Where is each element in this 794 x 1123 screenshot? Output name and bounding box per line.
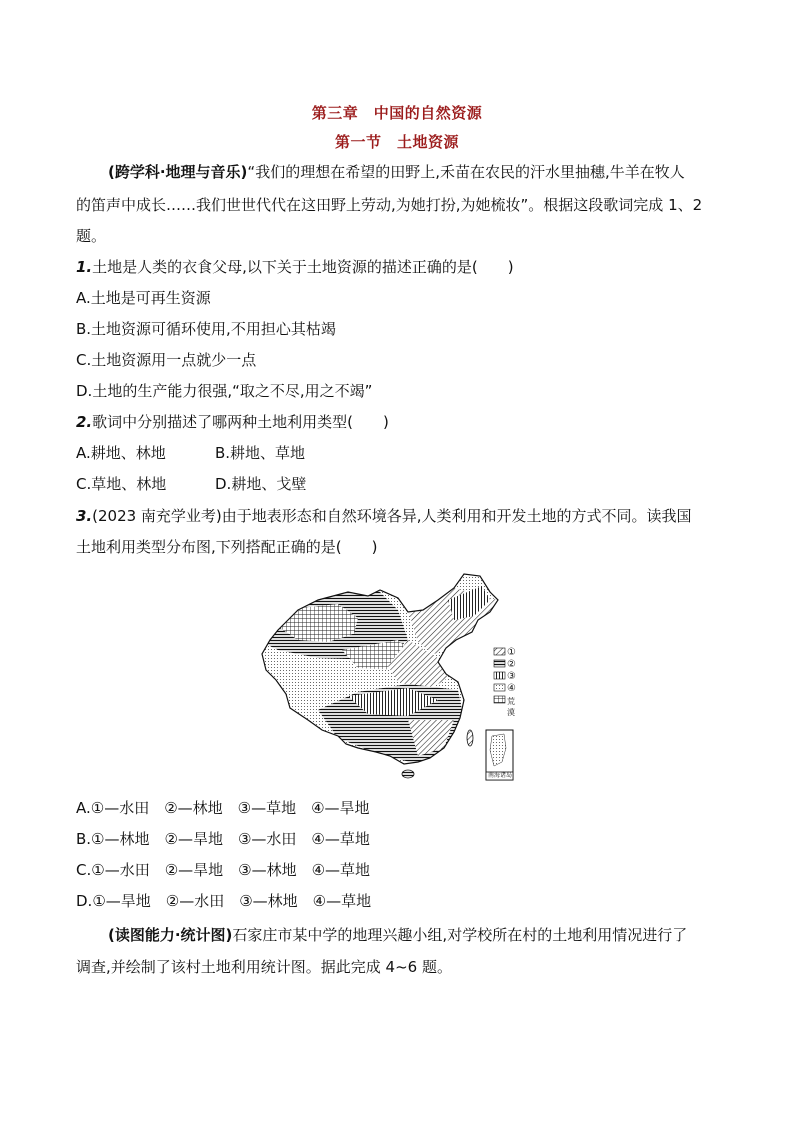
question-1-option-d: D.土地的生产能力很强,“取之不尽,用之不竭” [76,382,373,400]
intro2-paragraph-line-2: 调查,并绘制了该村土地利用统计图。据此完成 4~6 题。 [76,958,452,976]
legend-swatch-4 [494,684,505,691]
taiwan-island [467,730,473,746]
question-2-stem: 2.歌词中分别描述了哪两种土地利用类型( ) [76,413,389,431]
intro2-tag: (读图能力·统计图) [108,926,233,944]
question-1-option-b: B.土地资源可循环使用,不用担心其枯竭 [76,320,336,338]
chapter-title: 第三章 中国的自然资源 [311,104,483,122]
legend-label-2: ② [507,659,516,670]
legend-label-1: ① [507,647,516,658]
land-use-map-figure [258,570,516,784]
question-3-option-a: A.①—水田 ②—林地 ③—草地 ④—旱地 [76,799,370,817]
question-3-stem-line-2: 土地利用类型分布图,下列搭配正确的是( ) [76,538,378,556]
question-2-option-b: B.耕地、草地 [215,444,306,462]
inset-label: 南海诸岛 [487,772,512,779]
legend-swatch-1 [494,648,505,655]
hainan-island [402,770,414,778]
intro-tag: (跨学科·地理与音乐) [108,163,248,181]
question-3-stem-line-1: 3.(2023 南充学业考)由于地表形态和自然环境各异,人类利用和开发土地的方式不同。读我国 [76,507,692,525]
intro-paragraph-line-2: 的笛声中成长……我们世世代代在这田野上劳动,为她打扮,为她梳妆”。根据这段歌词完成 1、2 [76,196,703,214]
intro-paragraph-line-1: (跨学科·地理与音乐)“我们的理想在希望的田野上,禾苗在农民的汗水里抽穗,牛羊在牧人 [108,163,685,181]
legend-label-desert: 荒漠 [507,697,515,717]
question-3-option-d: D.①—旱地 ②—水田 ③—林地 ④—草地 [76,892,372,910]
legend-label-4: ④ [507,683,516,694]
question-3-option-c: C.①—水田 ②—旱地 ③—林地 ④—草地 [76,861,371,879]
question-3-option-b: B.①—林地 ②—旱地 ③—水田 ④—草地 [76,830,370,848]
question-2-option-a: A.耕地、林地 [76,444,166,462]
section-title: 第一节 土地资源 [334,133,459,151]
intro2-paragraph-line-1: (读图能力·统计图)石家庄市某中学的地理兴趣小组,对学校所在村的土地利用情况进行了 [108,926,688,944]
legend-label-3: ③ [507,671,516,682]
legend-swatch-desert [494,696,505,703]
question-2-option-c: C.草地、林地 [76,475,167,493]
land-use-map [258,570,516,784]
map-legend [494,648,505,703]
intro-paragraph-line-3: 题。 [76,227,107,245]
question-1-option-a: A.土地是可再生资源 [76,289,211,307]
question-1-option-c: C.土地资源用一点就少一点 [76,351,257,369]
legend-swatch-2 [494,660,505,667]
legend-swatch-3 [494,672,505,679]
question-1-stem: 1.土地是人类的衣食父母,以下关于土地资源的描述正确的是( ) [76,258,514,276]
question-2-option-d: D.耕地、戈壁 [215,475,307,493]
